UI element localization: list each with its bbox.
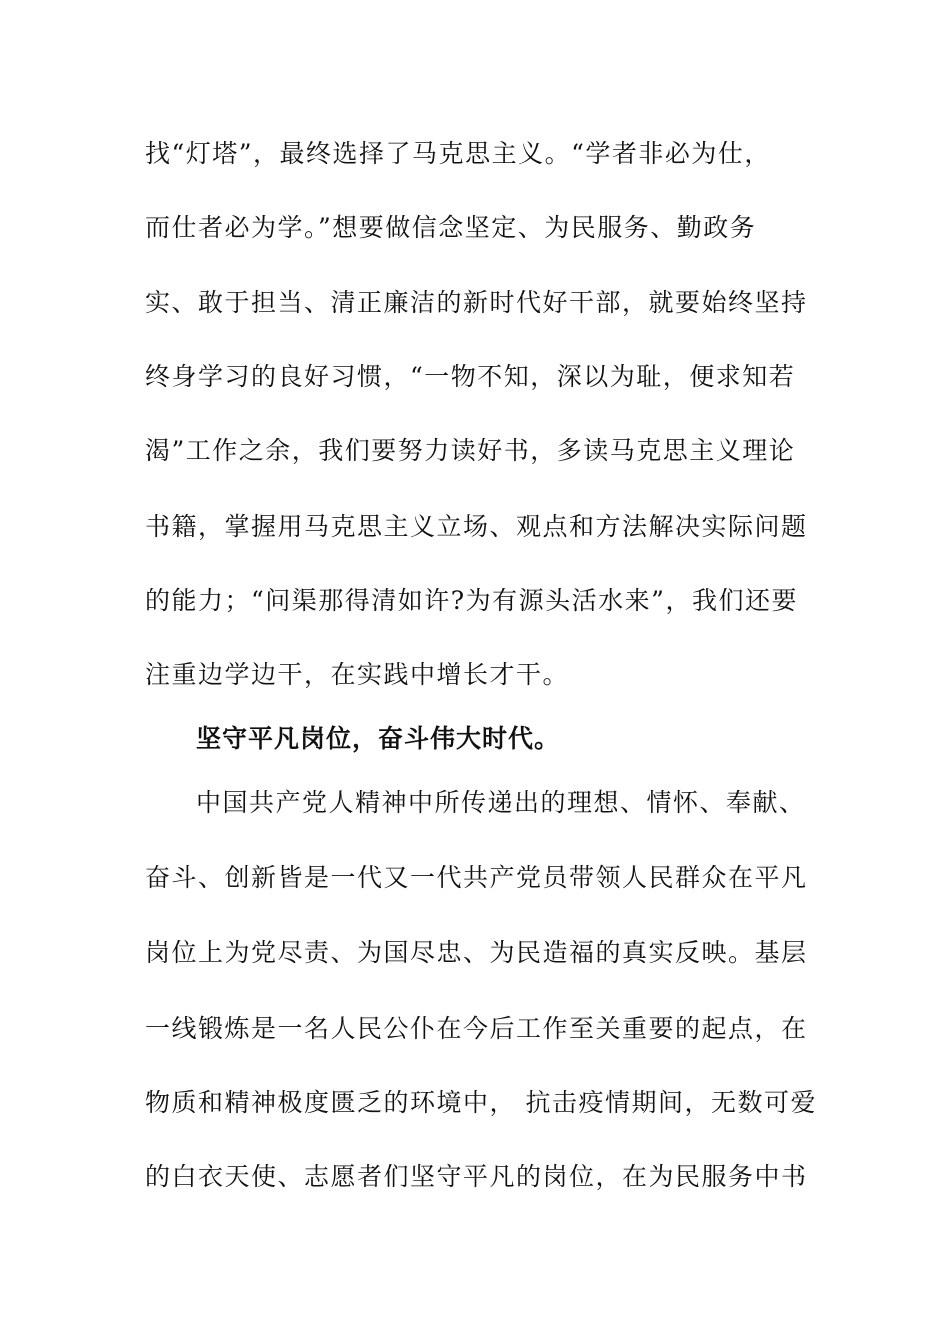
paragraph-line: 中国共产党人精神中所传递出的理想、情怀、奉献、 — [196, 788, 806, 817]
paragraph-line: 奋斗、创新皆是一代又一代共产党员带领人民群众在平凡 — [145, 863, 808, 892]
paragraph-line: 物质和精神极度匮乏的环境中， 抗击疫情期间，无数可爱 — [145, 1088, 817, 1117]
paragraph-line: 找“灯塔”，最终选择了马克思主义。“学者非必为仕， — [145, 139, 771, 168]
section-heading: 坚守平凡岗位，奋斗伟大时代。 — [196, 724, 561, 753]
paragraph-line: 而仕者必为学。”想要做信念坚定、为民服务、勤政务 — [145, 213, 757, 242]
paragraph-line: 的白衣天使、志愿者们坚守平凡的岗位，在为民服务中书 — [145, 1162, 808, 1191]
paragraph-line: 岗位上为党尽责、为国尽忠、为民造福的真实反映。基层 — [145, 938, 808, 967]
paragraph-line: 实、敢于担当、清正廉洁的新时代好干部，就要始终坚持 — [145, 288, 808, 317]
paragraph-line: 渴”工作之余，我们要努力读好书，多读马克思主义理论 — [145, 436, 796, 465]
paragraph-line: 终身学习的良好习惯，“一物不知，深以为耻，便求知若 — [145, 362, 796, 391]
paragraph-line: 的能力；“问渠那得清如许?为有源头活水来”，我们还要 — [145, 586, 798, 615]
paragraph-line: 书籍，掌握用马克思主义立场、观点和方法解决实际问题 — [145, 512, 808, 541]
paragraph-line: 注重边学边干，在实践中增长才干。 — [145, 660, 570, 689]
paragraph-line: 一线锻炼是一名人民公仆在今后工作至关重要的起点，在 — [145, 1014, 808, 1043]
